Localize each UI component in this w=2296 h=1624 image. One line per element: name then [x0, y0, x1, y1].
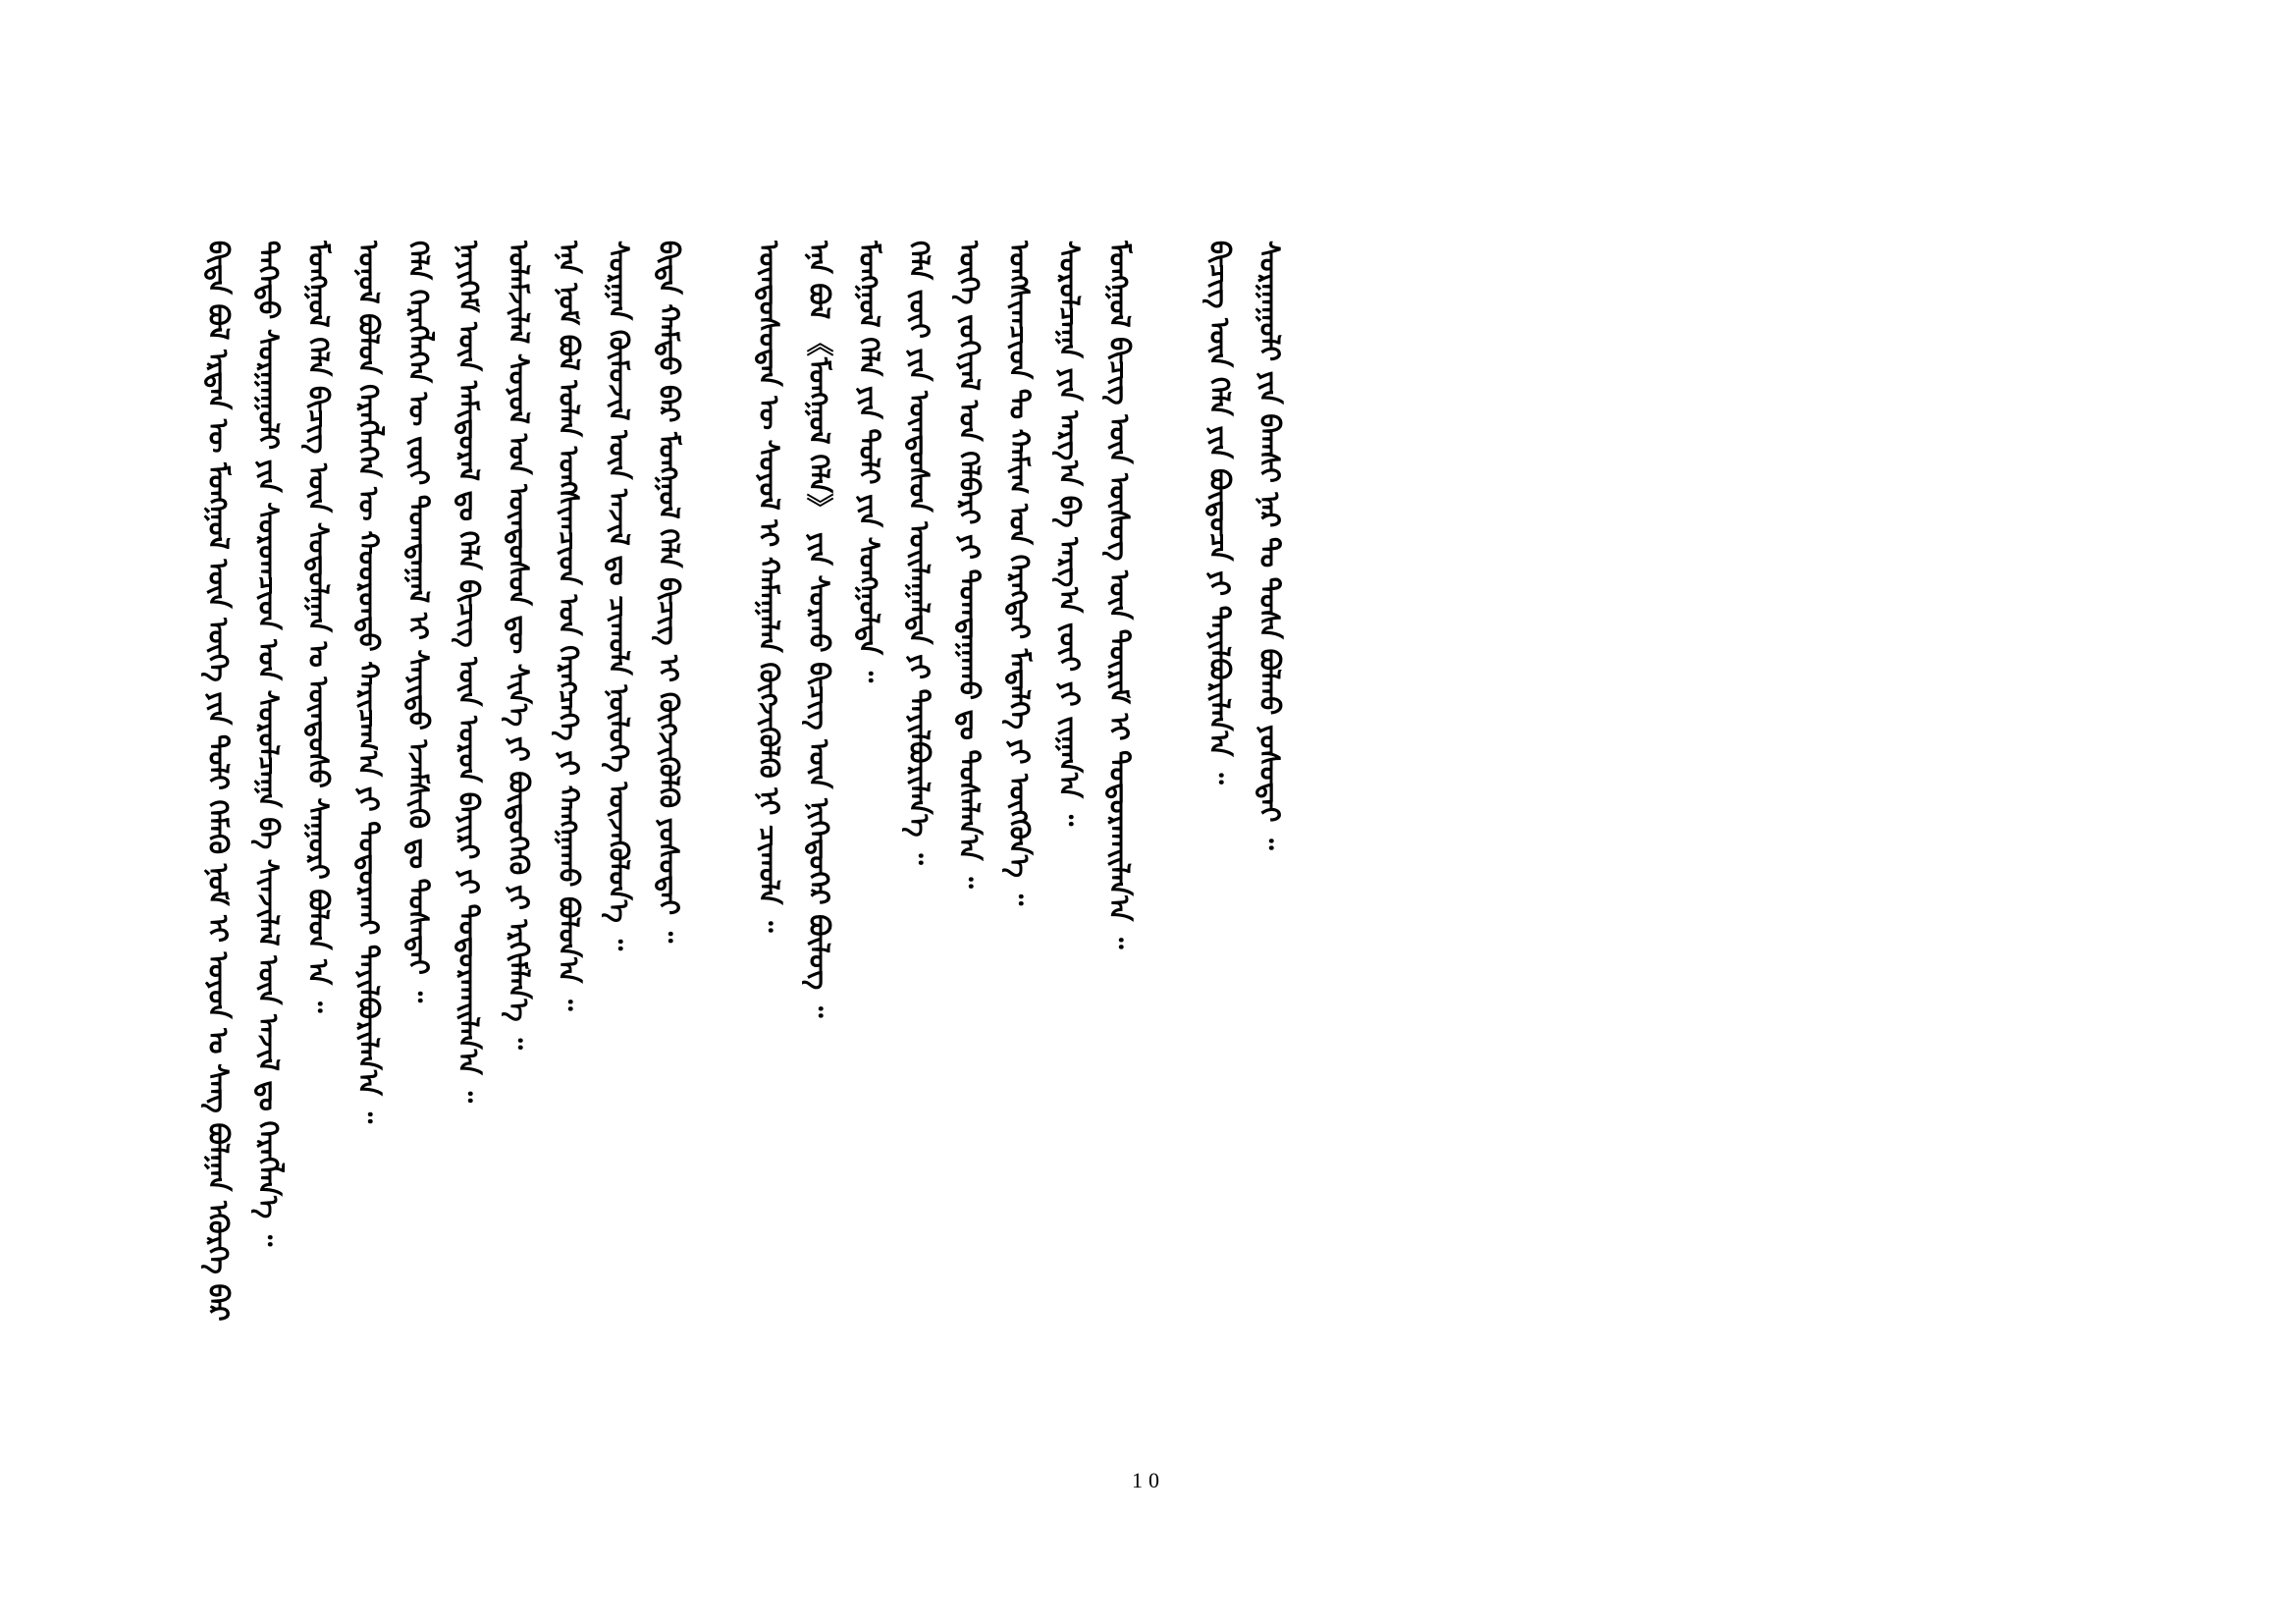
- text-column: ᠬᠡᠯᠡ ᠵᠦᠢ ᠶᠢᠨ ᠦᠨᠳᠦᠰᠦᠨ ᠣᠢᠯᠠᠭᠠᠯᠲᠠ ᠶᠢ ᠲᠠᠶᠢᠯᠪᠤᠷᠢᠯᠠᠨ᠎ᠡ ᠃: [903, 241, 935, 865]
- text-column: ᠣᠨᠤᠯ ᠪᠣᠯᠤᠨ ᠬᠡᠷᠡᠭᠯᠡᠭᠡᠨ ᠦ ᠬᠣᠣᠷᠣᠨᠳᠤ ᠬᠠᠷᠢᠴᠠᠭ᠎ᠠ ᠶᠢ ᠲᠣᠳᠣᠷᠬᠠᠢ ᠲᠠᠶᠢᠯᠪᠤᠷᠢᠯᠠᠨ᠎ᠠ ᠃: [352, 241, 385, 1124]
- text-column: ᠰᠤᠷᠭᠠᠨ ᠬᠦᠮᠦᠵᠢᠯ ᠦᠨ ᠠᠵᠢᠯ ᠳᠤ ᠴᠢᠬᠤᠯᠠ ᠨᠥᠯᠦᠭᠡ ᠦᠵᠡᠭᠦᠯᠦᠨ᠎ᠡ ᠃: [603, 241, 635, 951]
- text-column: ᠰᠤᠷᠭᠠᠭᠤᠯᠢ ᠶᠢᠨ ᠪᠠᠭᠰᠢ ᠨᠠᠷ ᠲᠤ ᠲᠤᠰᠠ ᠪᠣᠯᠬᠤ ᠶᠣᠰᠣᠲᠠᠢ ᠃: [1254, 241, 1286, 850]
- text-column: ᠤᠩᠰᠢᠭᠴᠢᠳ ᠲᠤ ᠬᠠᠮᠢᠭ ᠤᠨ ᠬᠡᠷᠡᠭᠲᠡᠢ ᠮᠡᠳᠡᠯᠭᠡ ᠶᠢ ᠥᠭᠭᠦᠨ᠎ᠡ ᠃: [1003, 241, 1036, 906]
- text-column: ᠮᠣᠩᠭᠣᠯ ᠬᠡᠯᠡ ᠪᠢᠴᠢᠭ ᠦᠨ ᠰᠤᠳᠤᠯᠭᠠᠨ ᠤ ᠦᠨᠳᠦᠰᠦ ᠰᠠᠭᠤᠷᠢ ᠪᠣᠯᠤᠨ ᠠ ᠃: [302, 241, 335, 1013]
- text-column: ᠦᠨᠳᠦᠰᠦᠲᠡᠨ ᠦ ᠰᠣᠶᠣᠯ ᠢ ᠬᠠᠮᠠᠭᠠᠯᠠᠨ ᠬᠥᠭᠵᠢᠭᠦᠯᠬᠦ ᠨᠢ ᠴᠢᠬᠤᠯᠠ ᠃: [753, 241, 785, 933]
- text-column: ᠪᠢᠳᠡ ᠪᠣᠯ ᠡᠷᠲᠡᠨ ᠦ ᠮᠣᠩᠭᠣᠯ ᠦᠨ ᠦᠭᠡ ᠶᠢᠨ ᠲᠣᠯᠢ ᠬᠡᠮᠡᠬᠦ ᠨᠣᠮ ᠢ ᠣᠶᠤᠨ ᠤ ᠰᠠᠩ ᠪᠣᠯᠭᠠᠨ ᠡᠭᠦᠷᠭᠡ ᠪᠠᠷ: [202, 241, 235, 1322]
- page-number: 10: [1132, 1468, 1165, 1492]
- text-column: ᠬᠡᠯᠡ ᠬᠡᠷᠡᠭᠯᠡᠭᠡᠨ ᠦ ᠵᠦᠢ ᠲᠣᠭᠲᠠᠭᠠᠯ ᠢ ᠰᠠᠶᠢᠲᠤ ᠡᠵᠡᠮᠰᠢᠬᠦ ᠳᠤ ᠲᠤᠰᠠᠲᠠᠢ ᠃: [402, 241, 435, 1003]
- text-column: ᠳᠡᠭᠡᠳᠦ ᠰᠤᠷᠭᠠᠭᠤᠯᠢ ᠶᠢᠨ ᠰᠤᠷᠤᠭᠴᠢᠳ ᠤᠨ ᠰᠤᠷᠤᠯᠴᠠᠭᠠ ᠪᠠ ᠰᠢᠨᠵᠢᠯᠡᠯ ᠦᠨ ᠠᠵᠢᠯ ᠳᠤ ᠬᠡᠷᠡᠭᠯᠡᠨ᠎ᠡ ᠃: [252, 241, 285, 1247]
- text-column: ᠨᠡᠶᠢᠭᠡᠮ ᠦᠨ ᠠᠮᠢᠳᠤᠷᠠᠯ ᠳᠤ ᠬᠡᠯᠡ ᠪᠢᠴᠢᠭ ᠦᠨ ᠣᠷᠣᠨ ᠪᠠᠶᠢᠷᠢ ᠶᠢ ᠲᠣᠳᠣᠷᠬᠠᠢᠯᠠᠨ᠎ᠠ ᠃: [453, 241, 485, 1103]
- text-column: ᠦᠭᠡ ᠵᠣᠬᠢᠶᠠᠯ ᠤᠨ ᠬᠡᠯᠪᠡᠷᠢ ᠶᠢ ᠲᠣᠭᠲᠠᠭᠠᠬᠤ ᠳᠤ ᠲᠤᠰᠠᠯᠠᠨ᠎ᠠ ᠃: [953, 241, 986, 889]
- text-column: ᠮᠣᠩᠭᠣᠯ ᠬᠡᠯᠡ ᠶᠢᠨ ᠲᠣᠯᠢ ᠶᠢᠨ ᠰᠣᠩᠭᠣᠯᠲᠠ ᠃: [853, 241, 885, 683]
- text-column: ᠰᠤᠷᠤᠯᠴᠠᠭᠠ ᠶᠢᠨ ᠠᠷᠭ᠎ᠠ ᠪᠠ ᠠᠷᠭ᠎ᠠ ᠵᠦᠢ ᠶᠢ ᠵᠢᠭᠠᠨ᠎ᠠ ᠃: [1053, 241, 1086, 827]
- text-column: ᠪᠢᠳᠡ ᠬᠠᠮᠲᠤ ᠪᠡᠷ ᠮᠣᠩᠭᠣᠯ ᠬᠡᠯᠡ ᠪᠢᠴᠢᠭ ᠢ ᠬᠥᠭᠵᠢᠭᠦᠯᠬᠦ ᠶᠣᠰᠣᠲᠠᠢ ᠃: [653, 241, 685, 944]
- text-column: ᠡᠨᠡ ᠨᠣᠮ ᠪᠣᠯ ᠣᠯᠠᠨ ᠤᠩᠰᠢᠭᠴᠢᠳ ᠤᠨ ᠬᠡᠷᠡᠭᠴᠡᠭᠡ ᠶᠢ ᠬᠠᠩᠭᠠᠬᠤ ᠪᠣᠯᠤᠨ᠎ᠠ ᠃: [553, 241, 585, 1011]
- text-column: ᠮᠣᠩᠭᠣᠯ ᠪᠢᠴᠢᠭ ᠦᠨ ᠦᠰᠦᠭ ᠦᠨ ᠳᠦᠷᠢᠮ ᠢ ᠲᠣᠳᠣᠷᠬᠠᠢᠯᠠᠨ᠎ᠠ ᠃: [1103, 241, 1136, 949]
- text-column: ᠪᠢᠴᠢᠭ ᠦᠨ ᠬᠡᠯᠡ ᠶᠢᠨ ᠪᠦᠲᠦᠴᠡ ᠶᠢ ᠲᠠᠶᠢᠯᠪᠤᠷᠢᠯᠠᠨ᠎ᠠ ᠃: [1203, 241, 1236, 785]
- text-column: ᠤᠯᠠᠮᠵᠢᠯᠠᠯ ᠰᠣᠶᠣᠯ ᠤᠨ ᠦᠨᠳᠦᠰᠦᠨ ᠳᠦ ᠰᠢᠨ᠎ᠡ ᠶᠢ ᠪᠦᠲᠦᠭᠡᠬᠦ ᠶᠢ ᠡᠷᠬᠢᠮᠯᠡᠨ᠎ᠡ ᠃: [503, 241, 535, 1050]
- text-column: ᠡᠨᠡ ᠪᠣᠯ 《ᠮᠣᠩᠭᠣᠯ ᠬᠡᠯᠡ》 ᠶᠢᠨ ᠰᠤᠷᠬᠤ ᠪᠢᠴᠢᠭ ᠦᠨ ᠨᠢᠭᠡᠳᠦᠭᠡᠷ ᠪᠦᠯᠦᠭ ᠃: [803, 241, 835, 1018]
